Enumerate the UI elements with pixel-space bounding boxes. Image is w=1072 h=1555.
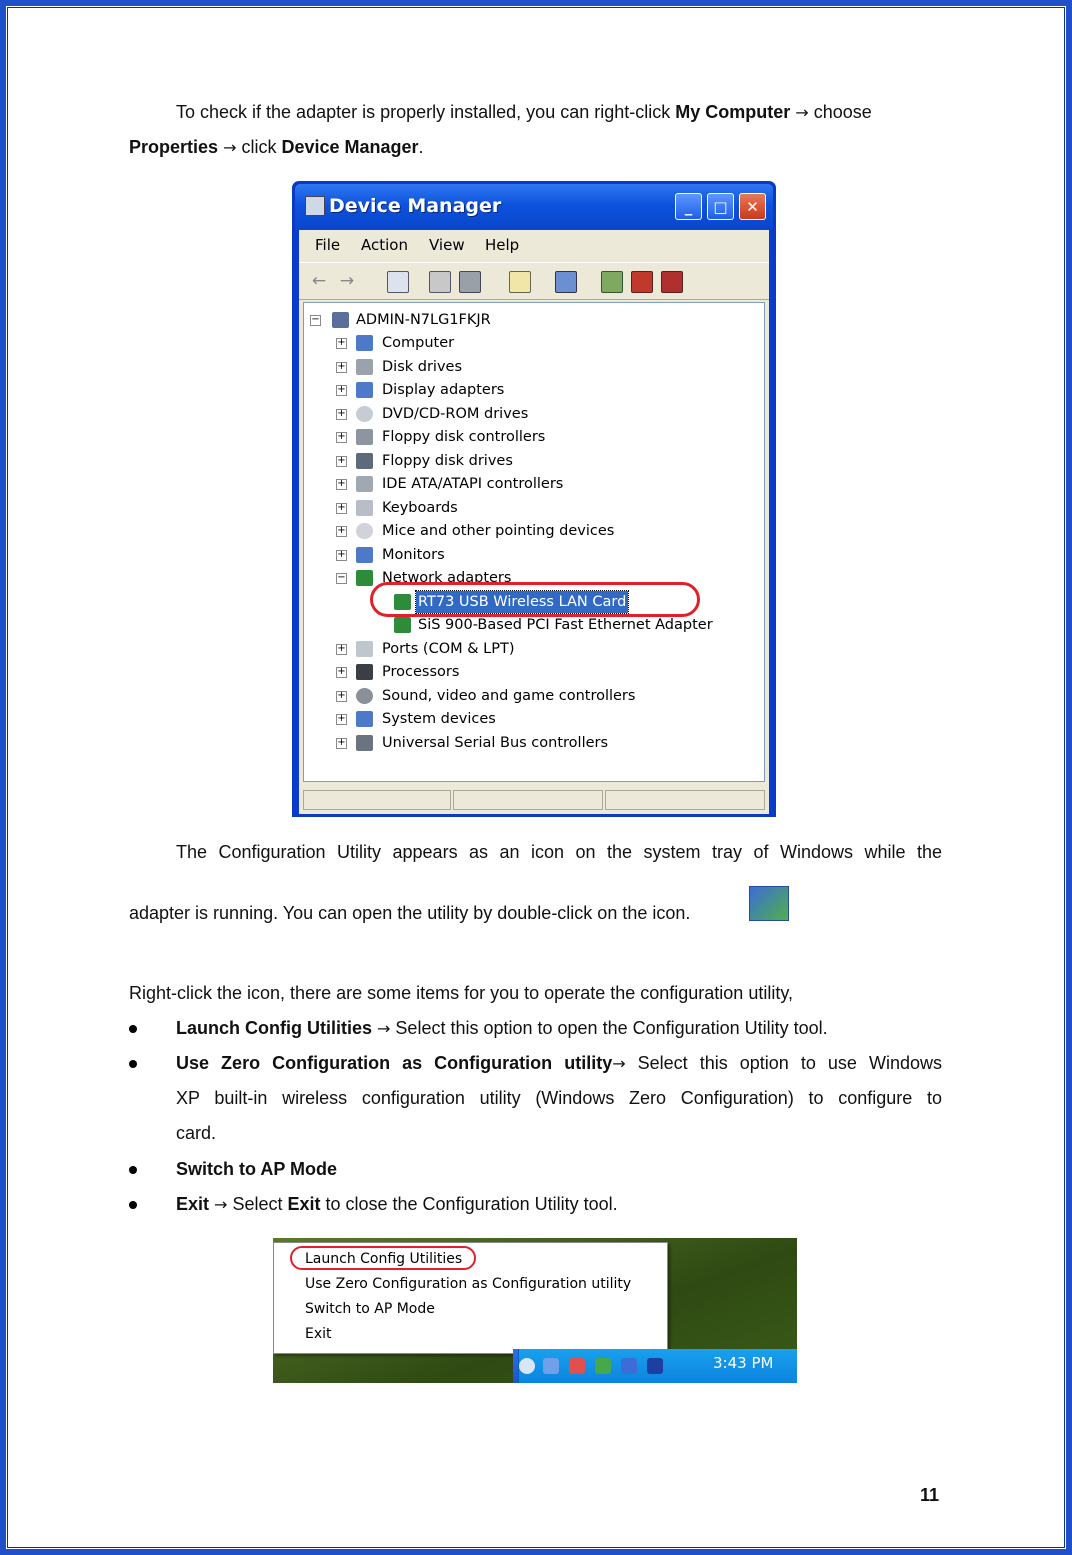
tree-label: Universal Serial Bus controllers	[382, 735, 609, 751]
disable-device-icon[interactable]	[631, 271, 653, 293]
computer-icon	[305, 196, 325, 216]
bullet-4	[176, 1193, 618, 1216]
maximize-button[interactable]: □	[707, 193, 734, 220]
mouse-icon	[356, 523, 373, 539]
bullet-title: Launch Config Utilities	[176, 1018, 372, 1038]
expand-icon[interactable]: +	[337, 643, 346, 654]
bullet-text: Select	[227, 1194, 288, 1214]
page-number: 11	[920, 1485, 940, 1505]
tree-label: Floppy disk controllers	[382, 429, 546, 445]
para2-line-2: adapter is running. You can open the utility by double-click on the icon.	[129, 903, 691, 923]
properties-icon[interactable]	[429, 271, 451, 293]
title-bar	[295, 184, 773, 230]
tree-label: Keyboards	[382, 500, 458, 516]
tree-label: System devices	[382, 711, 496, 727]
expand-icon[interactable]: +	[337, 408, 346, 419]
arrow-icon: →	[223, 138, 237, 157]
expand-icon[interactable]: +	[337, 478, 346, 489]
expand-icon[interactable]: +	[337, 713, 346, 724]
window-title: Device Manager	[329, 195, 502, 217]
network-adapter-icon	[356, 570, 373, 586]
menu-launch-config-utilities[interactable]: Launch Config Utilities	[305, 1251, 463, 1267]
menu-bar	[299, 230, 769, 260]
expand-icon[interactable]: +	[337, 502, 346, 513]
print-icon[interactable]	[459, 271, 481, 293]
menu-help[interactable]: Help	[485, 236, 520, 254]
highlight-circle	[370, 582, 700, 617]
monitor-icon	[356, 547, 373, 563]
device-manager-label: Device Manager	[281, 137, 419, 157]
bullet-2-line-2: XP built-in wireless configuration utility (Windows Zero Configuration) to configure to	[176, 1088, 942, 1108]
usb-icon	[356, 735, 373, 751]
intro-line-1	[176, 101, 872, 124]
menu-action[interactable]: Action	[361, 236, 408, 254]
tray-clock: 3:43 PM	[713, 1354, 774, 1372]
bullet-icon	[129, 1025, 137, 1033]
expand-icon[interactable]: +	[337, 549, 346, 560]
bullet-text: Select this option to open the Configuration Utility tool.	[390, 1018, 828, 1038]
speaker-icon	[356, 688, 373, 704]
para3: Right-click the icon, there are some items for you to operate the configuration utility,	[129, 983, 793, 1003]
network-icon[interactable]	[543, 1358, 559, 1374]
display-adapter-icon	[356, 382, 373, 398]
properties-label: Properties	[129, 137, 219, 157]
arrow-icon: →	[377, 1019, 391, 1038]
menu-switch-to-ap-mode[interactable]: Switch to AP Mode	[305, 1301, 435, 1317]
status-bar	[299, 784, 769, 814]
expand-icon[interactable]: +	[337, 361, 346, 372]
tree-label: Mice and other pointing devices	[382, 523, 615, 539]
ide-controller-icon	[356, 476, 373, 492]
back-arrow-icon[interactable]: ←	[311, 271, 327, 291]
port-icon	[356, 641, 373, 657]
expand-icon[interactable]: +	[337, 337, 346, 348]
expand-icon[interactable]: +	[337, 431, 346, 442]
arrow-icon: →	[795, 103, 809, 122]
tree-label: SiS 900-Based PCI Fast Ethernet Adapter	[418, 617, 713, 633]
bullet-icon	[129, 1166, 137, 1174]
bullet-title: Use Zero Configuration as Configuration utility	[176, 1053, 613, 1073]
bullet-text: to close the Configuration Utility tool.	[320, 1194, 618, 1214]
expand-icon[interactable]: +	[337, 525, 346, 536]
period: .	[418, 137, 424, 157]
exit-label: Exit	[287, 1194, 321, 1214]
highlight-circle	[290, 1246, 476, 1270]
tree-label: Ports (COM & LPT)	[382, 641, 515, 657]
update-driver-icon[interactable]	[601, 271, 623, 293]
bullet-title: Switch to AP Mode	[176, 1159, 338, 1179]
status-panel	[605, 790, 765, 810]
choose-text: choose	[808, 102, 872, 122]
bullet-title: Exit	[176, 1194, 210, 1214]
scan-hardware-icon[interactable]	[555, 271, 577, 293]
tree-label: Sound, video and game controllers	[382, 688, 636, 704]
collapse-icon[interactable]: −	[311, 314, 320, 325]
tree-label: Processors	[382, 664, 460, 680]
intro-text: To check if the adapter is properly installed, you can right-click	[176, 102, 676, 122]
disk-drive-icon	[356, 359, 373, 375]
network-card-icon	[394, 617, 411, 633]
show-hidden-icons-icon[interactable]	[519, 1358, 535, 1374]
tree-label: Monitors	[382, 547, 445, 563]
tree-label: Display adapters	[382, 382, 505, 398]
status-panel	[453, 790, 603, 810]
processor-icon	[356, 664, 373, 680]
security-icon[interactable]	[569, 1358, 585, 1374]
arrow-icon: →	[214, 1195, 228, 1214]
window-client	[299, 230, 769, 814]
device-manager-window	[292, 181, 776, 817]
minimize-button[interactable]: _	[675, 193, 702, 220]
config-utility-icon[interactable]	[621, 1358, 637, 1374]
help-icon[interactable]	[509, 271, 531, 293]
tree-label: Floppy disk drives	[382, 453, 513, 469]
collapse-icon[interactable]: −	[337, 572, 346, 583]
tree-label-selected: RT73 USB Wireless LAN Card	[416, 591, 628, 613]
bullet-icon	[129, 1201, 137, 1209]
uninstall-device-icon[interactable]	[661, 271, 683, 293]
bullet-2-line-3: card.	[176, 1123, 217, 1143]
computer-icon	[356, 335, 373, 351]
forward-arrow-icon[interactable]: →	[339, 271, 355, 291]
toolbar	[299, 262, 769, 300]
expand-icon[interactable]: +	[337, 666, 346, 677]
close-button[interactable]: ✕	[739, 193, 766, 220]
cd-rom-icon	[356, 406, 373, 422]
tree-label: Disk drives	[382, 359, 463, 375]
click-text: click	[236, 137, 282, 157]
arrow-icon: →	[612, 1054, 626, 1073]
monitor-icon[interactable]	[647, 1358, 663, 1374]
tree-label: DVD/CD-ROM drives	[382, 406, 529, 422]
wireless-utility-icon[interactable]	[595, 1358, 611, 1374]
bullet-text: Select this option to use Windows	[625, 1053, 942, 1073]
tree-label: ADMIN-N7LG1FKJR	[356, 312, 491, 328]
bullet-2-line-1	[176, 1052, 942, 1075]
bullet-1	[176, 1017, 828, 1040]
tree-label: Computer	[382, 335, 455, 351]
system-device-icon	[356, 711, 373, 727]
intro-line-2	[129, 136, 424, 159]
menu-file[interactable]: File	[315, 236, 341, 254]
device-tree	[303, 302, 765, 782]
menu-use-zero-configuration[interactable]: Use Zero Configuration as Configuration utility	[305, 1276, 632, 1292]
para2-line-1: The Configuration Utility appears as an icon on the system tray of Windows while the	[176, 842, 942, 862]
status-panel	[303, 790, 451, 810]
console-tree-icon[interactable]	[387, 271, 409, 293]
expand-icon[interactable]: +	[337, 384, 346, 395]
expand-icon[interactable]: +	[337, 455, 346, 466]
floppy-drive-icon	[356, 453, 373, 469]
bullet-icon	[129, 1060, 137, 1068]
menu-view[interactable]: View	[429, 236, 465, 254]
expand-icon[interactable]: +	[337, 737, 346, 748]
floppy-controller-icon	[356, 429, 373, 445]
bullet-3	[176, 1158, 337, 1180]
keyboard-icon	[356, 500, 373, 516]
expand-icon[interactable]: +	[337, 690, 346, 701]
config-utility-icon	[749, 886, 789, 921]
my-computer-label: My Computer	[675, 102, 791, 122]
tree-label: IDE ATA/ATAPI controllers	[382, 476, 564, 492]
computer-icon	[332, 312, 349, 328]
tree-label: Network adapters	[382, 570, 512, 586]
menu-exit[interactable]: Exit	[305, 1326, 332, 1342]
